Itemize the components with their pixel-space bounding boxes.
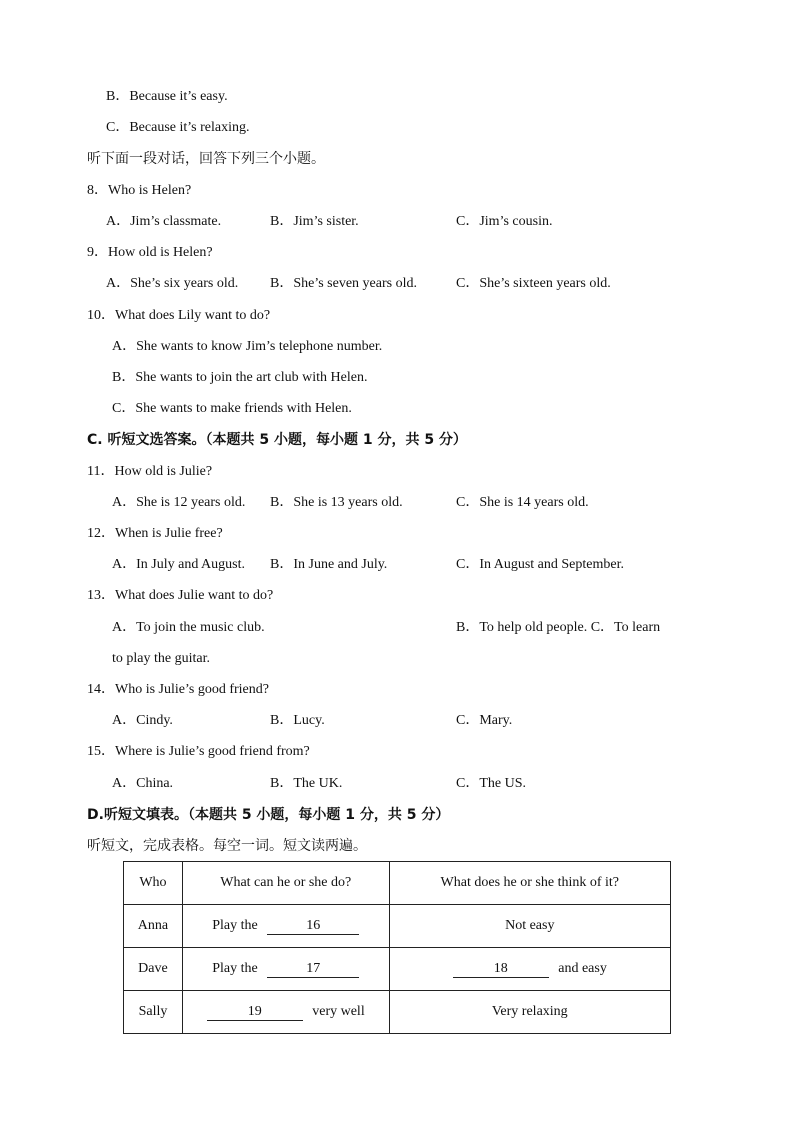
q12-option-b: B．In June and July. <box>270 557 388 572</box>
q10-option-b: B．She wants to join the art club with Helen. <box>112 370 368 385</box>
header-think: What does he or she think of it? <box>389 862 670 905</box>
cell-who: Anna <box>124 905 183 948</box>
q8-option-c: C．Jim’s cousin. <box>456 214 553 229</box>
q8-option-b: B．Jim’s sister. <box>270 214 359 229</box>
question-11: 11．How old is Julie? <box>87 464 213 479</box>
cell-text: Play the <box>212 917 258 933</box>
q11-option-c: C．She is 14 years old. <box>456 495 589 510</box>
fill-in-table <box>123 861 671 1034</box>
cell-who: Dave <box>124 948 183 991</box>
question-12: 12．When is Julie free? <box>87 526 223 541</box>
q8-option-a: A．Jim’s classmate. <box>106 214 222 229</box>
section-c-heading: C. 听短文选答案。（本题共 5 小题，每小题 1 分，共 5 分） <box>87 432 467 448</box>
q13-option-c-continued: to play the guitar. <box>112 651 210 666</box>
q7-option-b: B．Because it’s easy. <box>106 89 228 104</box>
q9-option-c: C．She’s sixteen years old. <box>456 276 611 291</box>
q9-option-b: B．She’s seven years old. <box>270 276 417 291</box>
cell-think: Very relaxing <box>389 991 670 1034</box>
q14-option-c: C．Mary. <box>456 713 513 728</box>
q11-option-a: A．She is 12 years old. <box>112 495 246 510</box>
answer-blank-16[interactable]: 16 <box>267 918 359 935</box>
answer-blank-19[interactable]: 19 <box>207 1004 303 1021</box>
q12-option-c: C．In August and September. <box>456 557 624 572</box>
q11-option-b: B．She is 13 years old. <box>270 495 403 510</box>
question-15: 15．Where is Julie’s good friend from? <box>87 744 310 759</box>
section-d-heading: D.听短文填表。（本题共 5 小题，每小题 1 分，共 5 分） <box>87 807 450 823</box>
q10-option-c: C．She wants to make friends with Helen. <box>112 401 352 416</box>
question-13: 13．What does Julie want to do? <box>87 588 274 603</box>
answer-blank-18[interactable]: 18 <box>453 961 549 978</box>
cell-who: Sally <box>124 991 183 1034</box>
q15-option-b: B．The UK. <box>270 776 343 791</box>
cell-text: very well <box>312 1003 365 1019</box>
q13-option-b-c: B．To help old people. C．To learn <box>456 620 661 635</box>
table-row <box>124 948 671 991</box>
q13-option-a: A．To join the music club. <box>112 620 265 635</box>
table-instruction: 听短文，完成表格。每空一词。短文读两遍。 <box>87 838 367 854</box>
table-row <box>124 991 671 1034</box>
q9-option-a: A．She’s six years old. <box>106 276 239 291</box>
question-9: 9．How old is Helen? <box>87 245 213 260</box>
dialog-instruction: 听下面一段对话，回答下列三个小题。 <box>87 151 325 167</box>
table-row <box>124 905 671 948</box>
q14-option-b: B．Lucy. <box>270 713 325 728</box>
q15-option-c: C．The US. <box>456 776 526 791</box>
q15-option-a: A．China. <box>112 776 174 791</box>
answer-blank-17[interactable]: 17 <box>267 961 359 978</box>
q7-option-c: C．Because it’s relaxing. <box>106 120 250 135</box>
table-header-row <box>124 862 671 905</box>
q12-option-a: A．In July and August. <box>112 557 245 572</box>
question-14: 14．Who is Julie’s good friend? <box>87 682 269 697</box>
question-10: 10．What does Lily want to do? <box>87 308 271 323</box>
q10-option-a: A．She wants to know Jim’s telephone number. <box>112 339 383 354</box>
cell-text: and easy <box>558 960 607 976</box>
cell-think: Not easy <box>389 905 670 948</box>
cell-can-do <box>182 905 389 948</box>
cell-text: Play the <box>212 960 258 976</box>
cell-can-do <box>182 948 389 991</box>
cell-can-do <box>182 991 389 1034</box>
question-8: 8．Who is Helen? <box>87 183 192 198</box>
cell-think <box>389 948 670 991</box>
header-can-do: What can he or she do? <box>182 862 389 905</box>
q14-option-a: A．Cindy. <box>112 713 173 728</box>
header-who: Who <box>124 862 183 905</box>
